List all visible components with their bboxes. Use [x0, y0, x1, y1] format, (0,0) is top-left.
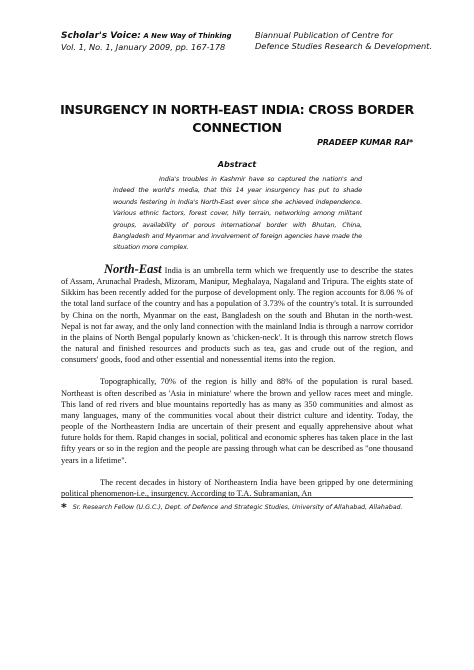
article-author: PRADEEP KUMAR RAI*: [317, 138, 413, 147]
lead-word: North-East: [104, 262, 162, 276]
footnote: [61, 502, 412, 513]
body-paragraph-3: The recent decades in history of Northeastern India have been gripped by one determining political phenomenon-i.e., insurgency. According to T.A. Subramanian, An: [61, 477, 413, 498]
footnote-text: Sr. Research Fellow (U.G.C.), Dept. of Defence and Strategic Studies, University of Allahabad, Allahabad.: [72, 504, 403, 511]
journal-header-right: [255, 30, 432, 52]
footnote-divider: [61, 497, 413, 498]
journal-header-left: [61, 30, 231, 53]
journal-tagline: A New Way of Thinking: [143, 32, 232, 40]
article-body: [61, 264, 413, 510]
abstract-text: India's troubles in Kashmir have so captured the nation's and indeed the world's media, that this 14 year insurgency has put to shade wounds festering in India's North-East ever since she achieved independence. Various ethnic factors, forest cover, hilly terrain, networking among militant groups, availability of porous international border with Bhutan, China, Bangladesh and Myanmar and involvement of foreign agencies have made the situation more complex.: [113, 175, 362, 252]
body-paragraph-1: [61, 264, 413, 365]
article-title: INSURGENCY IN NORTH-EAST INDIA: CROSS BORDER CONNECTION: [60, 102, 414, 135]
journal-name: Scholar's Voice:: [61, 31, 141, 41]
footnote-marker: *: [61, 501, 67, 514]
paragraph-1-text: India is an umbrella term which we frequently use to describe the states of Assam, Arunachal Pradesh, Mizoram, Manipur, Meghalaya, Nagaland and Tripura. The eights state of Sikkim has been recently added for the purpose of development only. The region accounts for 8.06 % of the total land surface of the country and has a population of 3.73% of the country's total. It is surrounded by China on the north, Myanmar on the east, Bangladesh on the south and Bhutan in the north-west. Nepal is not far away, and the only land connection with the mainland India is through a narrow corridor in the plains of North Bengal popularly known as 'chicken-neck'. It is through this narrow stretch flows the natural and finished resources and products such as tea, gas and crude out of the region, and consumers' goods, food and other essential and nonessential items into the region.: [61, 266, 413, 365]
publication-line-2: Defence Studies Research & Development.: [255, 41, 432, 51]
abstract-heading: Abstract: [217, 160, 257, 169]
issue-info: Vol. 1, No. 1, January 2009, pp. 167-178: [61, 42, 226, 52]
publication-line-1: Biannual Publication of Centre for: [255, 30, 393, 40]
body-paragraph-2: Topographically, 70% of the region is hilly and 88% of the population is rural based. Northeast is often described as 'Asia in miniature' where the brown and yellow races meet and mingle. This land of red rivers and blue mountains reportedly has as many as 350 communities and almost as many languages, many of the communities vocal about their district culture and identity. Today, the people of the Northeastern India are uncertain of their present and equally apprehensive about what future holds for them. Rapid changes in social, political and economic spheres has taken place in the last fifty years or so in the region and the people are passing through what can be described as "one thousand years in a lifetime".: [61, 377, 413, 465]
